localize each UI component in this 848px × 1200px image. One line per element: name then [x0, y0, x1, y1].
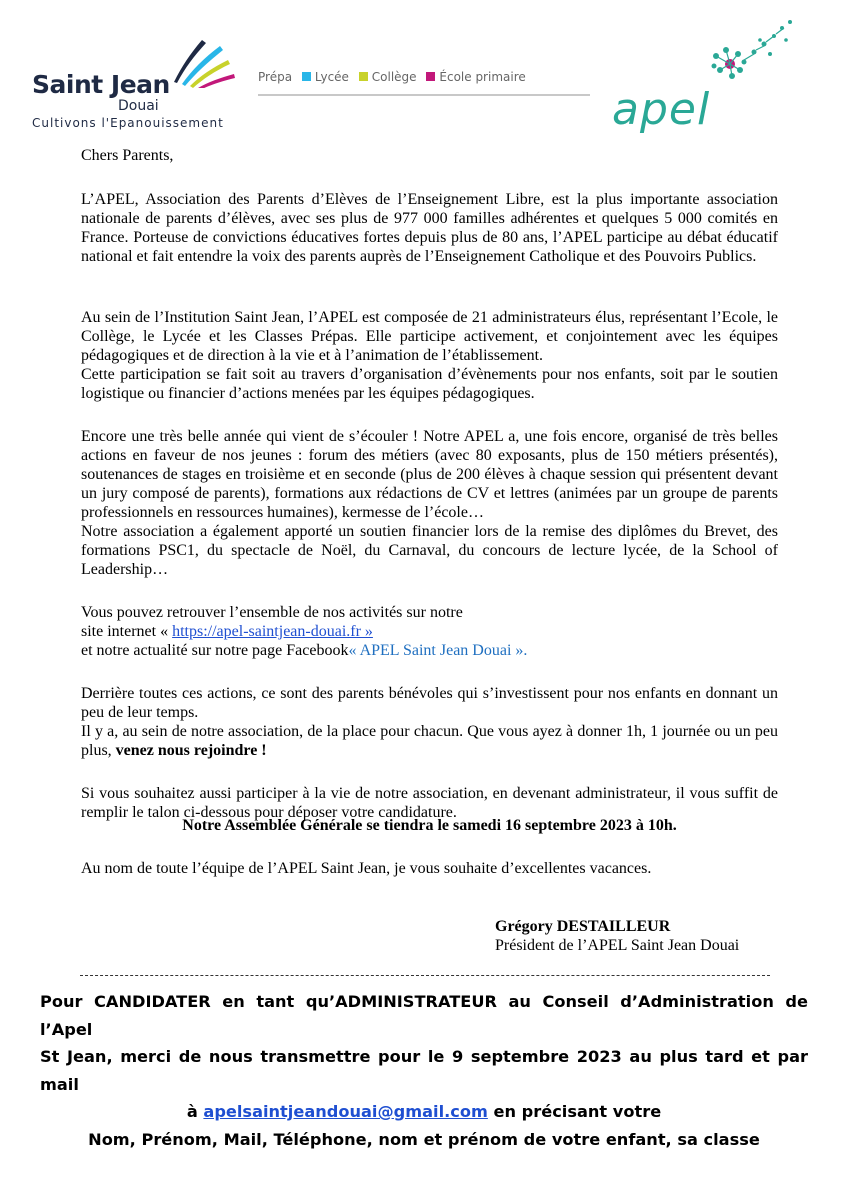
footer-line-3: [40, 1098, 808, 1126]
lycee-square-icon: [302, 72, 311, 81]
paragraph-4-line-3: [81, 641, 778, 660]
level-college: Collège: [371, 70, 417, 84]
paragraph-5b-prefix: Il y a, au sein de notre association, de la place pour chacun. Que vous ayez à donner 1h, 1 journée ou un peu plus,: [81, 723, 778, 759]
paragraph-2a-text: Au sein de l’Institution Saint Jean, l’APEL est composée de 21 administrateurs élus, représentant l’Ecole, le Collège, le Lycée et les Classes Prépas. Elle participe activement, et conjointement avec les équipes pédagogiques et de direction à la vie et à l’animation de l’établissement.: [81, 309, 778, 364]
email-link[interactable]: apelsaintjeandouai@gmail.com: [203, 1102, 488, 1121]
footer-line-1: Pour CANDIDATER en tant qu’ADMINISTRATEUR au Conseil d’Administration de l’Apel: [40, 992, 808, 1039]
footer-line-2: St Jean, merci de nous transmettre pour le 9 septembre 2023 au plus tard et par mail: [40, 1047, 808, 1094]
school-motto: Cultivons l'Epanouissement: [32, 116, 224, 130]
paragraph-2b-text: Cette participation se fait soit au travers d’organisation d’évènements pour nos enfants, soit par le soutien logistique ou financier d’actions menées par les équipes pédagogiques.: [81, 366, 778, 402]
facebook-prefix: et notre actualité sur notre page Facebook: [81, 642, 349, 659]
paragraph-5b-text: [81, 722, 778, 760]
join-us-text: venez nous rejoindre !: [115, 742, 267, 759]
website-prefix: site internet «: [81, 623, 173, 640]
paragraph-6-text: Si vous souhaitez aussi participer à la vie de notre association, en devenant administrateur, il vous suffit de remplir le talon ci-dessous pour déposer votre candidature.: [81, 785, 778, 821]
paragraph-4-line-2: [81, 622, 778, 641]
primaire-square-icon: [426, 72, 435, 81]
facebook-page-link[interactable]: « APEL Saint Jean Douai ».: [348, 642, 528, 659]
website-link[interactable]: https://apel-saintjean-douai.fr »: [172, 623, 373, 640]
paragraph-4-line-1: Vous pouvez retrouver l’ensemble de nos activités sur notre: [81, 604, 463, 621]
paragraph-4: [81, 603, 778, 660]
paragraph-1: [81, 190, 778, 266]
greeting: Chers Parents,: [81, 147, 174, 164]
assembly-announcement: Notre Assemblée Générale se tiendra le samedi 16 septembre 2023 à 10h.: [182, 817, 677, 834]
cut-line: [80, 975, 770, 977]
saint-jean-logo: [28, 36, 248, 136]
school-city: Douai: [118, 98, 159, 114]
candidature-form-section: [40, 988, 808, 1153]
college-square-icon: [359, 72, 368, 81]
paragraph-1-text: L’APEL, Association des Parents d’Elèves de l’Enseignement Libre, est la plus importante association nationale de parents d’élèves, avec ses plus de 977 000 familles adhérentes et quelques 5 000 comités en France. Porteuse de convictions éducatives fortes depuis plus de 80 ans, l’APEL participe au débat éducatif national et fait entendre la voix des parents auprès de l’Enseignement Catholique et des Pouvoirs Publics.: [81, 191, 778, 265]
dandelion-icon: [604, 14, 804, 94]
school-name: Saint Jean: [32, 70, 170, 99]
paragraph-3: [81, 427, 778, 579]
logo-rays-icon: [168, 36, 238, 88]
paragraph-3a-text: Encore une très belle année qui vient de s’écouler ! Notre APEL a, une fois encore, organisé de très belles actions en faveur de nos jeunes : forum des métiers (avec 80 exposants, plus de 150 métiers présentés), soutenances de stages en troisième et en seconde (plus de 200 élèves à chaque session qui présentent devant un jury composé de parents), formations aux rédactions de CV et lettres (animées par un groupe de parents professionnels en ressources humaines), kermesse de l’école…: [81, 428, 778, 521]
paragraph-2: [81, 308, 778, 403]
level-primaire: École primaire: [439, 70, 526, 84]
paragraph-5: [81, 684, 778, 760]
apel-logo: [604, 14, 804, 144]
footer-line-3-suffix: en précisant votre: [487, 1102, 662, 1121]
apel-wordmark: apel: [612, 84, 711, 135]
school-levels: [258, 70, 590, 84]
closing-text: Au nom de toute l’équipe de l’APEL Saint Jean, je vous souhaite d’excellentes vacances.: [81, 860, 652, 877]
signer-title: Président de l’APEL Saint Jean Douai: [495, 937, 740, 954]
footer-line-4: Nom, Prénom, Mail, Téléphone, nom et prénom de votre enfant, sa classe: [88, 1129, 760, 1149]
level-prepa: Prépa: [258, 70, 293, 84]
footer-line-3-prefix: à: [186, 1102, 204, 1121]
paragraph-3b-text: Notre association a également apporté un soutien financier lors de la remise des diplômes du Brevet, des formations PSC1, du spectacle de Noël, du Carnaval, du concours de lecture lycée, de la School of Leadership…: [81, 523, 778, 578]
header-divider: [258, 94, 590, 96]
level-lycee: Lycée: [314, 70, 349, 84]
signer-name: Grégory DESTAILLEUR: [495, 918, 671, 935]
paragraph-5a-text: Derrière toutes ces actions, ce sont des parents bénévoles qui s’investissent pour nos enfants en donnant un peu de leur temps.: [81, 685, 778, 721]
